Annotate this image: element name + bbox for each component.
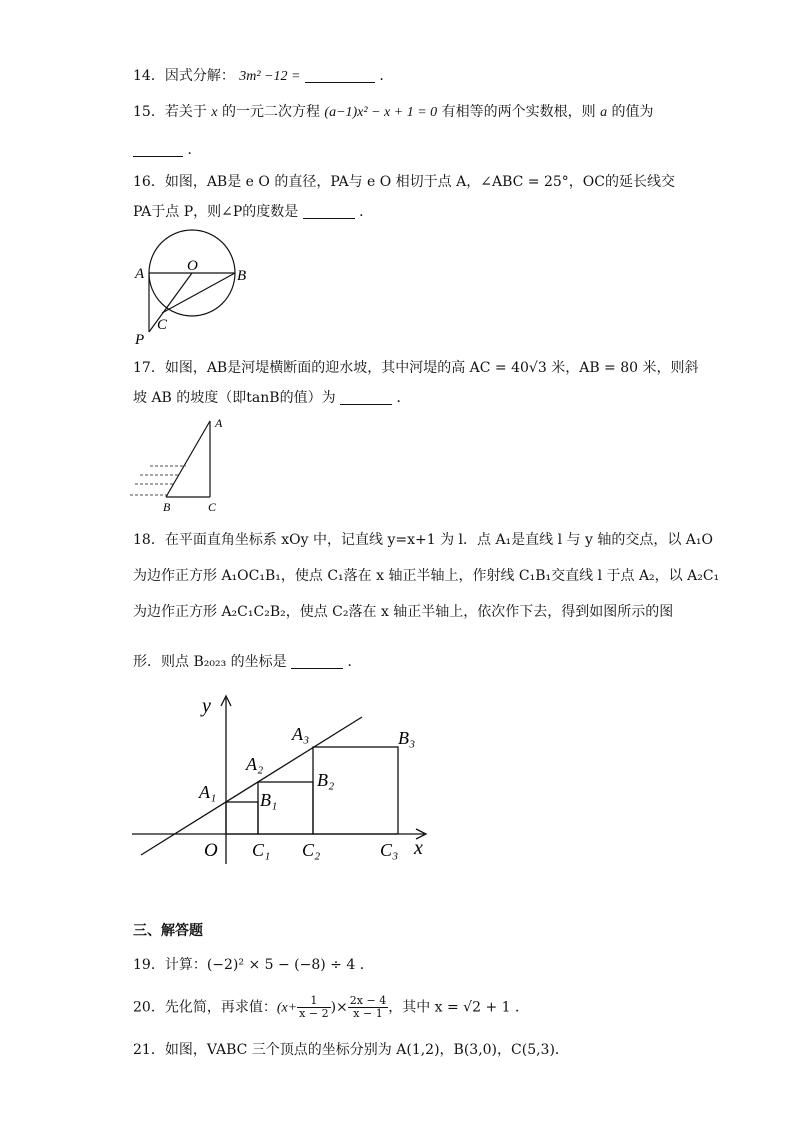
question-15 (133, 102, 654, 123)
q17-line1: 17．如图，AB是河堤横断面的迎水坡，其中河堤的高 AC = 40√3 米，AB = 80 米，则斜 (133, 360, 699, 376)
q15-var: x (211, 105, 218, 120)
q18-label-B1: B₁ (260, 790, 278, 810)
q20-fraction-1 (297, 995, 330, 1020)
q15-end: ． (187, 142, 202, 158)
question-14 (133, 66, 393, 87)
q15-label: 15．若关于 (133, 104, 207, 120)
q17-label-A: A (215, 416, 223, 430)
q16-line-OP (149, 273, 192, 332)
q16-line1: 16．如图，AB是 e O 的直径，PA与 e O 相切于点 A，∠ABC = 25°，OC的延长线交 (133, 174, 675, 190)
q19-text: 19．计算：(−2)² × 5 − (−8) ÷ 4 ． (133, 957, 374, 973)
q18-label-A3: A₃ (292, 724, 310, 744)
q14-expression: 3m² −12 = (239, 69, 301, 84)
q15-tail: 的值为 (611, 104, 654, 120)
q18-square-1 (226, 802, 258, 834)
question-18-line-2 (133, 566, 719, 586)
q18-square-3 (313, 747, 398, 834)
q18-figure (130, 688, 440, 870)
question-16-line-2 (133, 202, 373, 222)
q18-label-B3: B₃ (398, 728, 416, 748)
q18-label-C2: C₂ (302, 840, 321, 860)
q18-label-C1: C₁ (252, 840, 271, 860)
q20-times: )× (330, 999, 348, 1016)
q16-label-A: A (135, 266, 145, 282)
q17-answer-blank[interactable] (340, 390, 392, 405)
q17-end: ． (396, 390, 411, 406)
question-18-line-3 (133, 602, 673, 622)
q18-answer-blank[interactable] (291, 654, 343, 669)
q15-equation: (a−1)x² − x + 1 = 0 (324, 105, 438, 120)
q20-fraction-2 (348, 995, 388, 1020)
q14-label: 14．因式分解： (133, 68, 235, 84)
q18-line2: 为边作正方形 A₁OC₁B₁，使点 C₁落在 x 轴正半轴上，作射线 C₁B₁交直线 l 于点 A₂，以 A₂C₁ (133, 568, 720, 584)
question-15-answer-line (133, 140, 201, 160)
q20-open: (x+ (276, 1000, 298, 1016)
q18-label-A1: A₁ (199, 782, 217, 802)
q18-end: ． (347, 654, 362, 670)
q16-line2: PA于点 P，则∠P的度数是 (133, 204, 299, 220)
q20-fraction-1-num: 1 (297, 995, 330, 1008)
q16-line-BC (162, 273, 235, 313)
q15-rest: 有相等的两个实数根，则 (441, 104, 596, 120)
question-17-line-2 (133, 388, 410, 408)
q20-fraction-1-den: x − 2 (299, 1007, 329, 1020)
q16-label-C: C (157, 317, 168, 333)
q17-label-C: C (208, 500, 217, 514)
q18-line3: 为边作正方形 A₂C₁C₂B₂，使点 C₂落在 x 轴正半轴上，依次作下去，得到如图所示的图 (133, 604, 674, 620)
question-20 (133, 995, 529, 1020)
question-16-line-1 (133, 172, 675, 192)
q16-label-O: O (187, 258, 198, 274)
q18-label-A2: A₂ (246, 754, 264, 774)
q20-fraction-2-den: x − 1 (353, 1007, 383, 1020)
q15-answer-blank[interactable] (133, 142, 183, 157)
q18-label-y: y (202, 695, 211, 717)
q16-figure (130, 228, 255, 350)
question-21 (133, 1040, 569, 1060)
question-18-line-1 (133, 530, 713, 550)
section-3-heading: 三、解答题 (133, 923, 203, 939)
q17-slope-AB (166, 421, 210, 497)
q16-label-P: P (135, 332, 145, 348)
q16-label-B: B (237, 268, 247, 284)
q15-mid: 的一元二次方程 (221, 104, 320, 120)
q17-line2: 坡 AB 的坡度（即tanB的值）为 (133, 390, 336, 406)
question-17-line-1 (133, 358, 699, 378)
q18-line4: 形．则点 B₂₀₂₃ 的坐标是 (133, 654, 287, 670)
q20-fraction-2-num: 2x − 4 (349, 994, 387, 1007)
q18-label-x: x (414, 837, 423, 859)
q15-a: a (600, 105, 608, 120)
q16-end: ． (359, 204, 374, 220)
q20-rest: ，其中 x = √2 + 1 ． (388, 999, 529, 1016)
q14-end: ． (379, 68, 394, 84)
q16-answer-blank[interactable] (303, 204, 355, 219)
q18-line1: 18．在平面直角坐标系 xOy 中，记直线 y=x+1 为 l．点 A₁是直线 l 与 y 轴的交点，以 A₁O (133, 532, 714, 548)
question-19 (133, 955, 374, 975)
q21-text: 21．如图，VABC 三个顶点的坐标分别为 A(1,2)，B(3,0)，C(5,3)． (133, 1042, 569, 1058)
q17-label-B: B (163, 500, 171, 514)
q20-label: 20．先化简，再求值： (133, 999, 277, 1016)
q14-answer-blank[interactable] (305, 68, 375, 83)
q18-label-B2: B₂ (317, 770, 335, 790)
q18-label-O: O (204, 840, 218, 861)
q17-figure (130, 413, 235, 515)
q18-label-C3: C₃ (380, 840, 399, 860)
question-18-line-4 (133, 652, 362, 672)
